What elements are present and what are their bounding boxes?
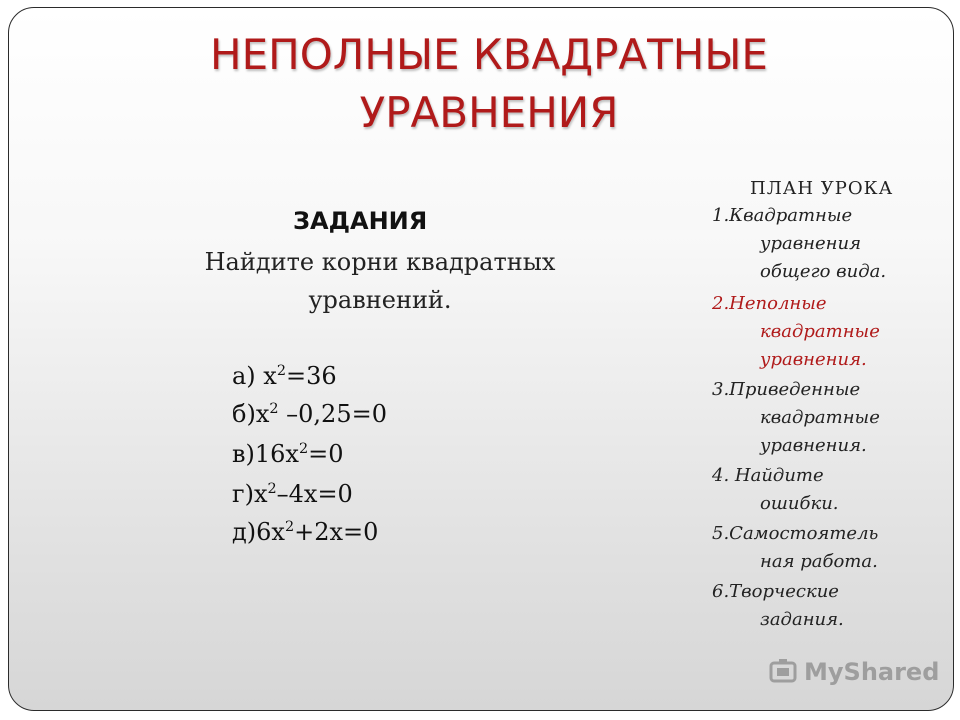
watermark-text: MyShared <box>804 658 940 686</box>
plan-item-6-line-1: 6.Творческие <box>712 581 839 602</box>
plan-item-3-line-1: 3.Приведенные <box>712 379 861 400</box>
tasks-heading: ЗАДАНИЯ <box>293 207 428 235</box>
slide-title <box>179 26 799 142</box>
plan-item-4 <box>712 462 839 518</box>
equation-d-rest: –4х=0 <box>276 480 353 508</box>
plan-item-2-line-3: уравнения. <box>760 349 867 370</box>
equation-c-rest: =0 <box>308 440 344 468</box>
plan-item-1-line-2: уравнения <box>760 233 862 254</box>
equation-c-exp: 2 <box>298 441 309 457</box>
plan-item-2 <box>712 290 880 374</box>
plan-item-3-line-2: квадратные <box>760 407 880 428</box>
plan-item-6-line-2: задания. <box>760 609 844 630</box>
watermark <box>768 657 939 687</box>
plan-item-4-line-1: 4. Найдите <box>712 465 824 486</box>
equation-b-prefix: б)х <box>232 400 270 428</box>
equation-a-rest: =36 <box>286 362 337 390</box>
equation-c <box>232 440 344 468</box>
tasks-instruction <box>150 243 610 319</box>
plan-item-5-line-1: 5.Самостоятель <box>712 523 879 544</box>
equation-b <box>232 400 387 428</box>
equation-e-exp: 2 <box>284 519 295 535</box>
plan-heading: ПЛАН УРОКА <box>750 178 894 199</box>
plan-item-6 <box>712 578 844 634</box>
equation-a-prefix: а) х <box>232 362 277 390</box>
equation-a-exp: 2 <box>276 363 286 379</box>
equation-b-rest: –0,25=0 <box>278 400 387 428</box>
plan-item-2-line-2: квадратные <box>760 321 880 342</box>
plan-item-3-line-3: уравнения. <box>760 435 867 456</box>
equation-d <box>232 480 353 508</box>
equation-d-exp: 2 <box>267 481 277 497</box>
plan-item-1 <box>712 202 886 286</box>
equation-e-rest: +2х=0 <box>294 518 379 546</box>
title-line-2: УРАВНЕНИЯ <box>359 88 619 137</box>
equation-c-prefix: в)16х <box>232 440 299 468</box>
equation-e-prefix: д)6х <box>232 518 285 546</box>
equation-d-prefix: г)х <box>232 480 268 508</box>
equation-e <box>232 518 378 546</box>
equation-a <box>232 362 337 390</box>
plan-item-5 <box>712 520 878 576</box>
myshared-logo-icon <box>768 657 798 687</box>
plan-item-1-line-1: 1.Квадратные <box>712 205 853 226</box>
plan-item-5-line-2: ная работа. <box>760 551 878 572</box>
title-line-1: НЕПОЛНЫЕ КВАДРАТНЫЕ <box>210 30 768 79</box>
plan-item-4-line-2: ошибки. <box>760 493 839 514</box>
instruction-line-2: уравнений. <box>308 286 452 314</box>
instruction-line-1: Найдите корни квадратных <box>204 248 556 276</box>
equation-b-exp: 2 <box>269 401 279 417</box>
plan-item-2-line-1: 2.Неполные <box>712 293 827 314</box>
plan-item-3 <box>712 376 880 460</box>
plan-item-1-line-3: общего вида. <box>760 261 887 282</box>
